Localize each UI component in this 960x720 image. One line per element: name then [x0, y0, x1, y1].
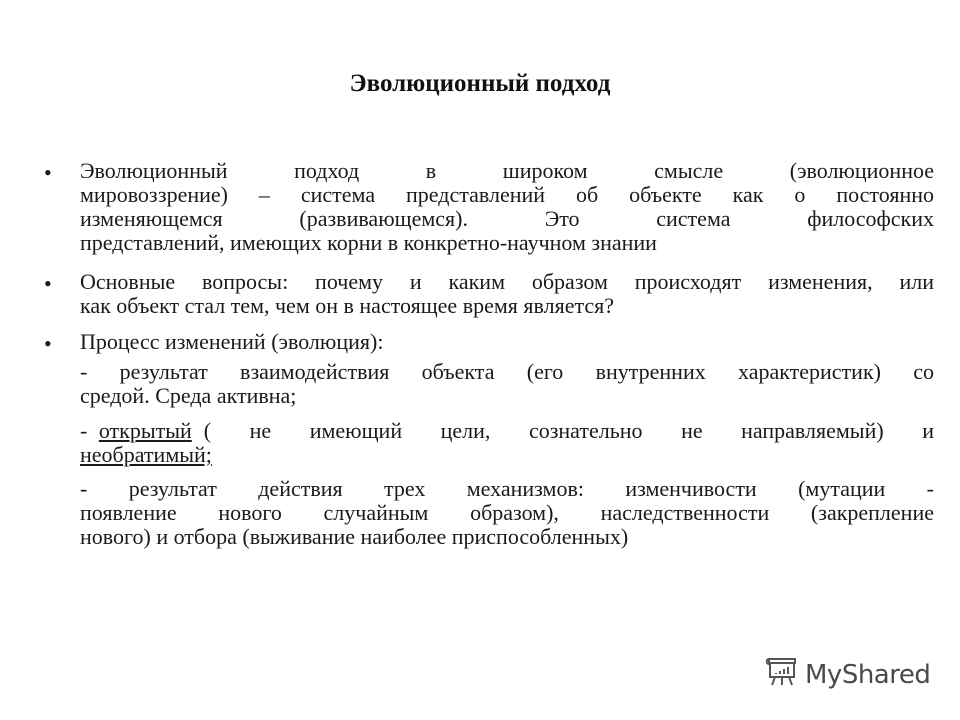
sub-item-2-middle: ( не имеющий цели, сознательно не направляемый) и [203, 418, 934, 443]
bullet-icon: • [44, 271, 52, 296]
sub-item-1-line-2: средой. Среда активна; [80, 383, 297, 408]
sub-item-1-line-1: - результат взаимодействия объекта (его внутренних характеристик) со [80, 359, 934, 384]
bullet-1-line-2: мировоззрение) – система представлений об объекте как о постоянно [80, 182, 934, 207]
sub-item-2-underlined-term-2: необратимый; [80, 442, 212, 467]
bullet-3-line-1: Процесс изменений (эволюция): [80, 329, 384, 354]
presentation-board-icon [765, 655, 799, 694]
slide-title: Эволюционный подход [349, 70, 611, 97]
bullet-icon: • [44, 160, 52, 185]
sub-item-3-line-2: появление нового случайным образом), наследственности (закрепление [80, 500, 934, 525]
bullet-1-line-4: представлений, имеющих корни в конкретно-научном знании [80, 230, 657, 255]
watermark-text: MyShared [805, 659, 931, 690]
watermark-logo [765, 655, 930, 694]
sub-item-2-underlined-term-1: открытый [98, 418, 192, 443]
sub-item-2-prefix: - [80, 418, 93, 443]
bullet-1-line-1: Эволюционный подход в широком смысле (эволюционное [80, 158, 934, 183]
bullet-2-line-2: как объект стал тем, чем он в настоящее время является? [80, 293, 615, 318]
bullet-2-line-1: Основные вопросы: почему и каким образом происходят изменения, или [80, 269, 934, 294]
sub-item-3-line-1: - результат действия трех механизмов: изменчивости (мутации - [80, 476, 934, 501]
bullet-icon: • [44, 331, 52, 356]
sub-item-2-line-1 [80, 419, 934, 443]
sub-item-3-line-3: нового) и отбора (выживание наиболее приспособленных) [80, 524, 629, 549]
bullet-1-line-3: изменяющемся (развивающемся). Это система философских [80, 206, 934, 231]
sub-item-2-line-2 [80, 443, 212, 467]
